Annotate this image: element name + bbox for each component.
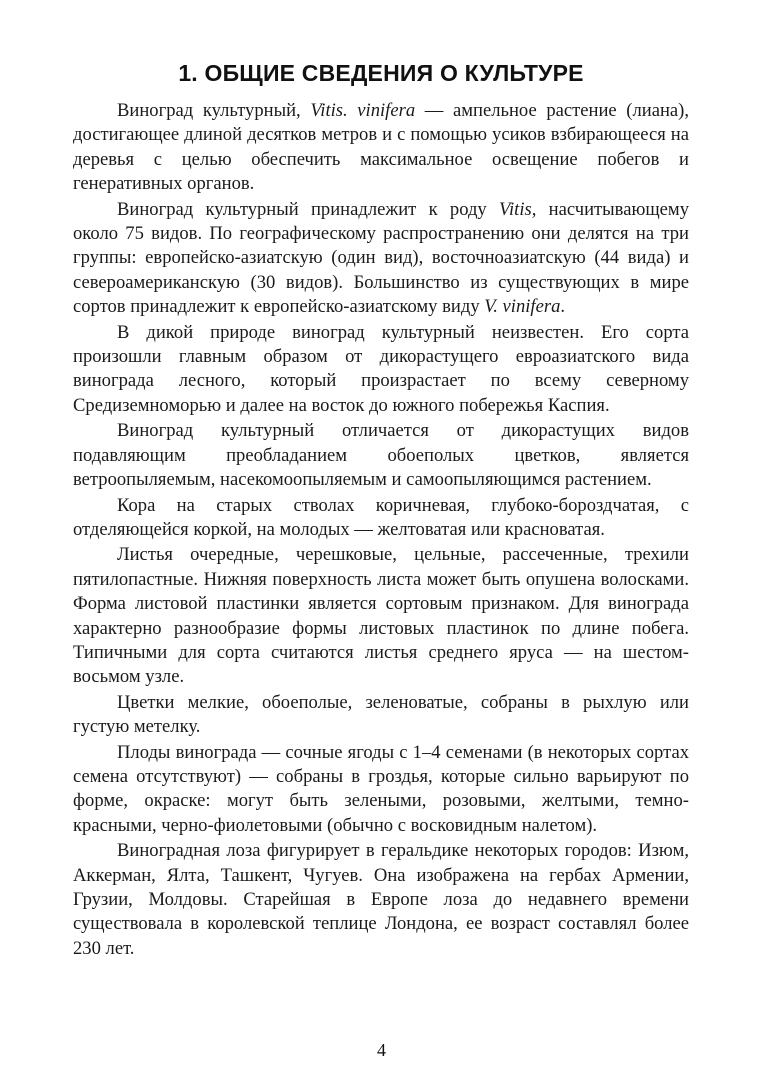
section-title: 1. ОБЩИЕ СВЕДЕНИЯ О КУЛЬТУРЕ <box>178 60 584 86</box>
paragraph-3: В дикой природе виноград культурный неизвестен. Его сорта произошли главным образом от дикорастущего евроазиатского вида винограда лесного, который произрастает по всему северному Средиземноморью и далее на восток до южного побережья Каспия. <box>73 321 689 416</box>
paragraph-6: Листья очередные, черешковые, цельные, рассеченные, трехили пятилопастные. Нижняя поверхность листа может быть опушена волосками. Форма листовой пластинки является сортовым признаком. Для винограда характерно разнообразие формы листовых пластинок по длине побега. Типичными для сорта считаются листья среднего яруса — на шестом-восьмом узле. <box>73 544 689 688</box>
paragraph-2-text-c: . <box>560 296 566 318</box>
paragraph-5: Кора на старых стволах коричневая, глубоко-бороздчатая, с отделяющейся коркой, на молодых — желтоватая или красноватая. <box>73 494 689 540</box>
paragraph-1-latin-name: Vitis. vinifera <box>310 100 416 121</box>
paragraph-1-text-b: — ампельное растение (лиана), достигающее длиной десятков метров и с помощью усиков взбирающееся на деревья с целью обеспечить максимальное освещение побегов и генеративных органов. <box>73 100 689 195</box>
paragraph-4: Виноград культурный отличается от дикорастущих видов подавляющим преобладанием обоеполых цветков, является ветроопыляемым, насекомоопыляемым и самоопыляющимся растением. <box>73 420 689 491</box>
page-number: 4 <box>377 1040 386 1060</box>
paragraph-8: Плоды винограда — сочные ягоды с 1–4 семенами (в некоторых сортах семена отсутствуют) — собраны в гроздья, которые сильно варьируют по форме, окраске: могут быть зелеными, розовыми, желтыми, темно-красными, черно-фиолетовыми (обычно с восковидным налетом). <box>73 741 689 836</box>
paragraph-2-text-a: Виноград культурный принадлежит к роду <box>117 198 500 220</box>
paragraph-2-latin-species: V. vinifera <box>484 296 561 318</box>
paragraph-9: Виноградная лоза фигурирует в геральдике некоторых городов: Изюм, Аккерман, Ялта, Ташкент, Чугуев. Она изображена на гербах Армении, Грузии, Молдовы. Старейшая в Европе лоза до недавнего времени существовала в королевской теплице Лондона, ее возраст составлял более 230 лет. <box>73 840 689 959</box>
paragraph-1 <box>73 99 689 197</box>
paragraph-1-text-a: Виноград культурный, <box>117 100 311 121</box>
paragraph-2-text-b: , насчитывающему около 75 видов. По географическому распространению они делятся на три группы: европейско-азиатскую (один вид), восточноазиатскую (44 вида) и североамериканскую (30 видов). Большинство из существующих в мире сортов принадлежит к европейско-азиатскому виду <box>73 198 689 318</box>
paragraph-2 <box>73 198 689 320</box>
document-page <box>73 50 689 962</box>
paragraph-2-latin-genus: Vitis <box>499 198 532 220</box>
paragraph-7: Цветки мелкие, обоеполые, зеленоватые, собраны в рыхлую или густую метелку. <box>73 691 689 738</box>
